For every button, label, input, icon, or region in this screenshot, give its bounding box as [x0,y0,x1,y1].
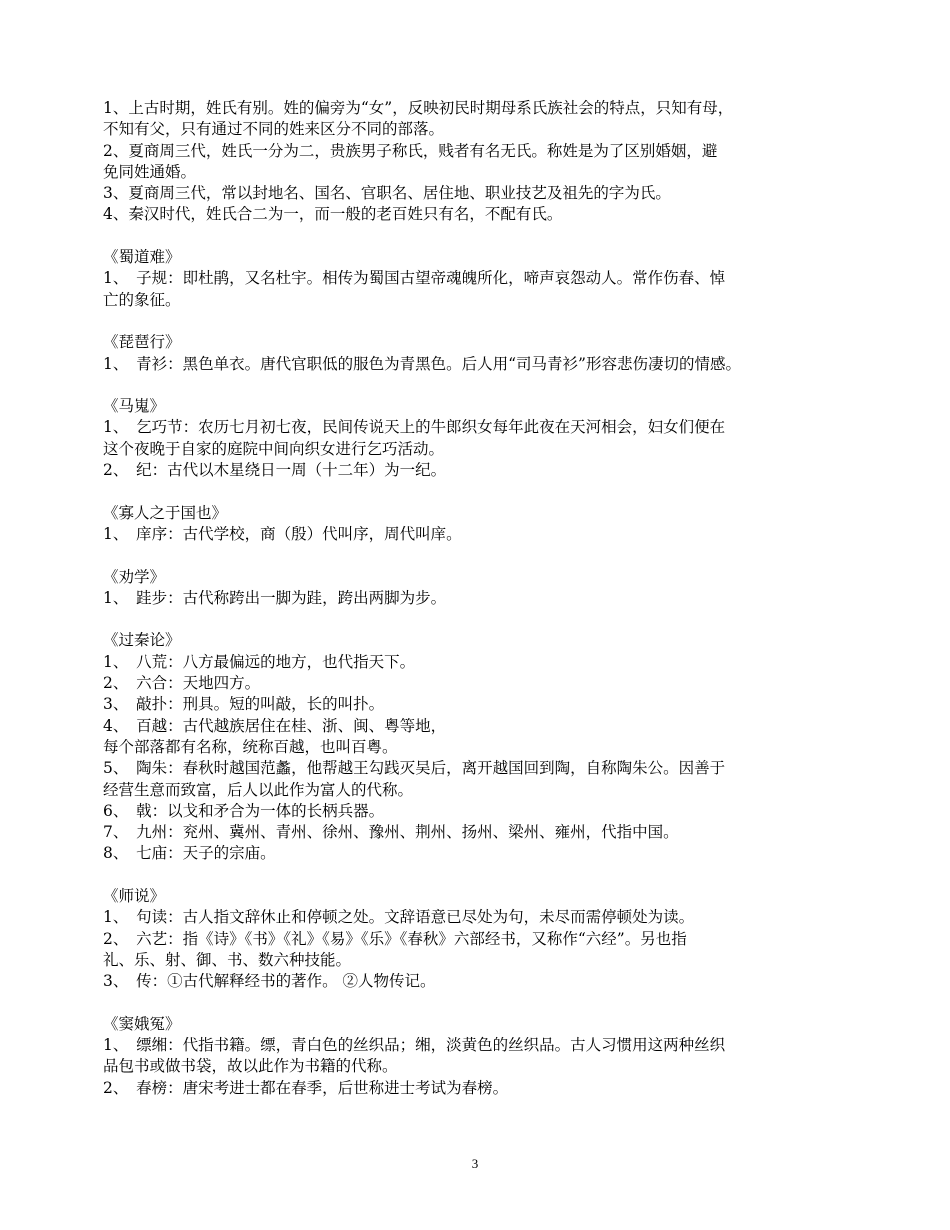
section-guoqinlun [103,630,863,864]
entry-line: 1、 句读：古人指文辞休止和停顿之处。文辞语意已尽处为句，未尽而需停顿处为读。 [103,908,695,927]
intro-block [103,98,863,226]
entry-line: 1、 乞巧节：农历七月初七夜，民间传说天上的牛郎织女每年此夜在天河相会，妇女们便在 [103,418,726,437]
entry-line: 3、 敲扑：刑具。短的叫敲，长的叫扑。 [103,695,385,714]
blank-line [103,865,863,886]
section-guarenzhiyuguoye [103,503,863,546]
entry-line: 5、 陶朱：春秋时越国范蠡，他帮越王勾践灭吴后，离开越国回到陶，自称陶朱公。因善于 [103,759,726,778]
section-title: 《窦娥冤》 [103,1014,181,1033]
blank-line [103,609,863,630]
intro-line: 4、秦汉时代，姓氏合二为一，而一般的老百姓只有名，不配有氏。 [103,205,563,224]
section-quanxue [103,567,863,610]
blank-line [103,226,863,247]
section-title: 《寡人之于国也》 [103,503,228,522]
blank-line [103,545,863,566]
entry-line: 6、 戟：以戈和矛合为一体的长柄兵器。 [103,801,385,820]
section-title: 《师说》 [103,886,166,905]
entry-line: 1、 青衫：黑色单衣。唐代官职低的服色为青黑色。后人用“司马青衫”形容悲伤凄切的情感。 [103,354,741,373]
entry-line: 经营生意而致富，后人以此作为富人的代称。 [103,780,414,799]
entry-line: 1、 八荒：八方最偏远的地方，也代指天下。 [103,652,416,671]
blank-line [103,375,863,396]
entry-line: 每个部落都有名称，统称百越，也叫百粤。 [103,737,398,756]
entry-line: 2、 纪：古代以木星绕日一周（十二年）为一纪。 [103,461,447,480]
section-pipaxing [103,332,863,375]
entry-line: 3、 传：①古代解释经书的著作。 ②人物传记。 [103,972,436,991]
section-mawei [103,396,863,481]
entry-line: 2、 春榜：唐宋考进士都在春季，后世称进士考试为春榜。 [103,1078,509,1097]
section-shishuo [103,886,863,992]
page-number: 3 [471,1156,479,1171]
entry-line: 品包书或做书袋，故以此作为书籍的代称。 [103,1057,398,1076]
section-shudaonan [103,247,863,311]
entry-line: 1、 跬步：古代称跨出一脚为跬，跨出两脚为步。 [103,588,447,607]
blank-line [103,481,863,502]
entry-line: 1、 子规：即杜鹃，又名杜宇。相传为蜀国古望帝魂魄所化，啼声哀怨动人。常作伤春、悼 [103,269,726,288]
intro-line: 3、夏商周三代，常以封地名、国名、官职名、居住地、职业技艺及祖先的字为氏。 [103,184,671,203]
entry-line: 7、 九州：兖州、冀州、青州、徐州、豫州、荆州、扬州、梁州、雍州，代指中国。 [103,823,679,842]
entry-line: 4、 百越：古代越族居住在桂、浙、闽、粤等地， [103,716,447,735]
entry-line: 2、 六合：天地四方。 [103,674,261,693]
section-title: 《琵琶行》 [103,333,181,352]
intro-line: 免同姓通婚。 [103,162,197,181]
section-title: 《马嵬》 [103,397,166,416]
document-body [103,98,863,1099]
intro-line: 不知有父，只有通过不同的姓来区分不同的部落。 [103,120,445,139]
intro-line: 1、上古时期，姓氏有别。姓的偏旁为“女”，反映初民时期母系氏族社会的特点，只知有母， [103,99,734,117]
entry-line: 1、 庠序：古代学校，商（殷）代叫序，周代叫庠。 [103,524,462,543]
intro-line: 2、夏商周三代，姓氏一分为二，贵族男子称氏，贱者有名无氏。称姓是为了区别婚姻，避 [103,141,718,160]
entry-line: 这个夜晚于自家的庭院中间向织女进行乞巧活动。 [103,439,445,458]
section-title: 《劝学》 [103,567,166,586]
blank-line [103,311,863,332]
entry-line: 1、 缥缃：代指书籍。缥，青白色的丝织品；缃，淡黄色的丝织品。古人习惯用这两种丝织 [103,1036,726,1055]
blank-line [103,992,863,1013]
section-title: 《过秦论》 [103,631,181,650]
entry-line: 礼、乐、射、御、书、数六种技能。 [103,950,352,969]
entry-line: 2、 六艺：指《诗》《书》《礼》《易》《乐》《春秋》六部经书，又称作“六经”。另也指 [103,929,687,948]
section-doueyuan [103,1014,863,1099]
entry-line: 8、 七庙：天子的宗庙。 [103,844,276,863]
section-title: 《蜀道难》 [103,248,181,267]
entry-line: 亡的象征。 [103,290,181,309]
